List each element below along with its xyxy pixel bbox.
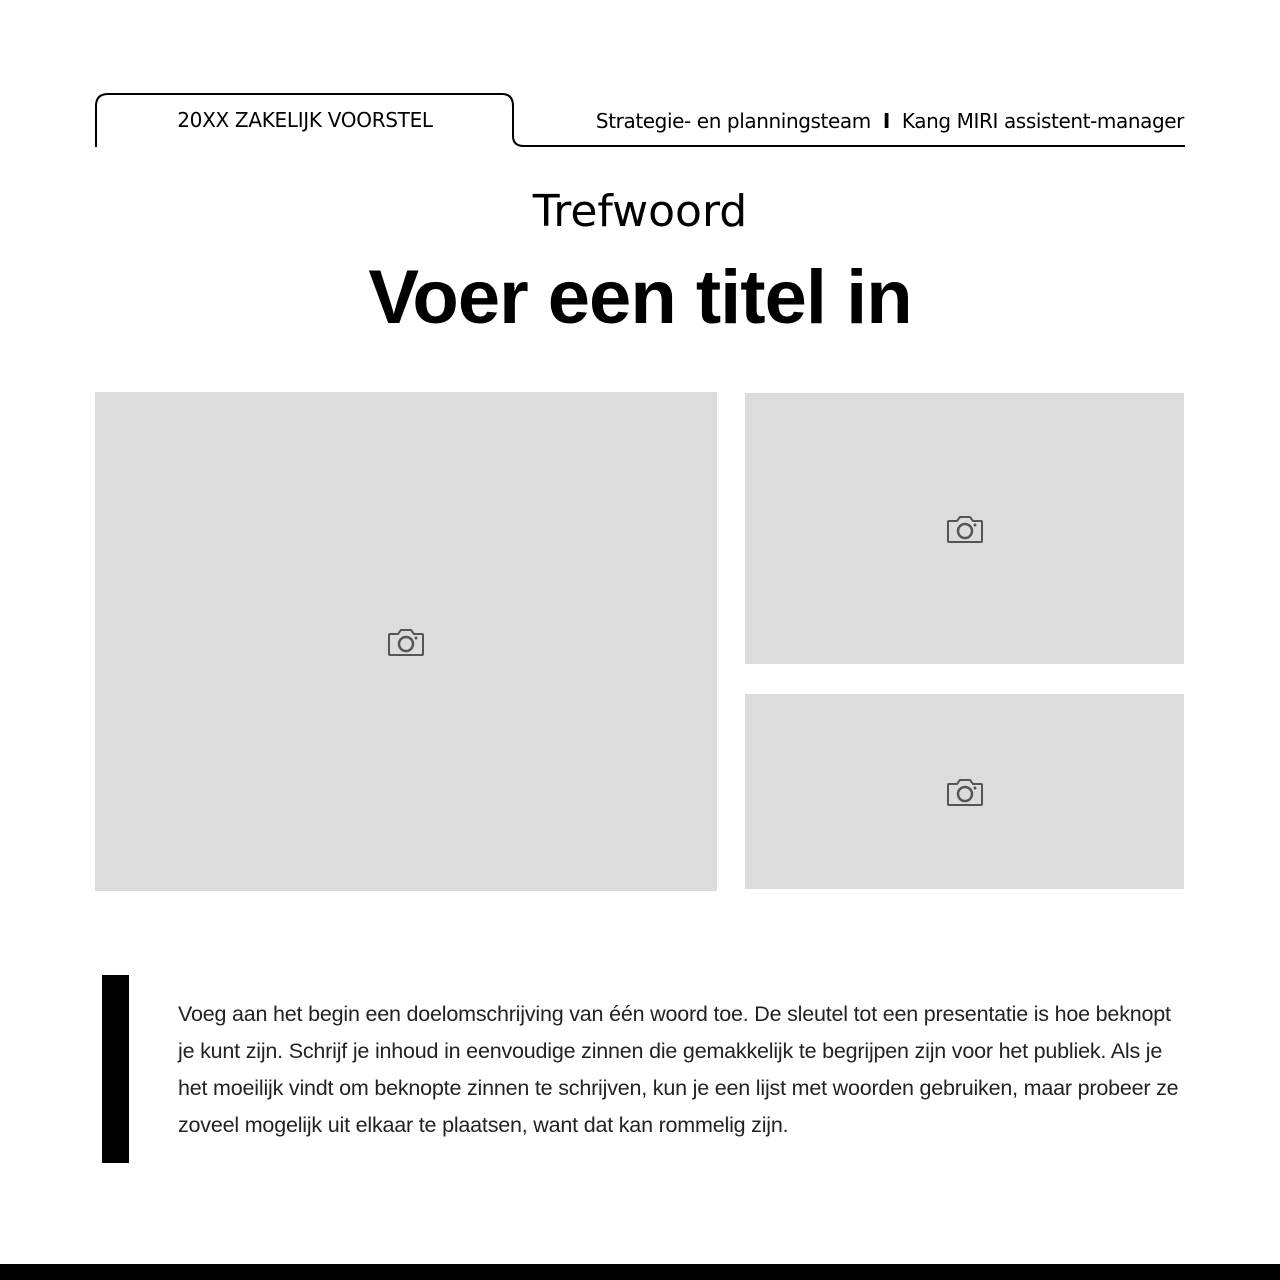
person-name: Kang MIRI assistent-manager bbox=[901, 109, 1184, 133]
camera-icon bbox=[946, 514, 984, 544]
camera-icon bbox=[387, 627, 425, 657]
camera-icon bbox=[946, 777, 984, 807]
footer-bar bbox=[0, 1264, 1280, 1280]
page-title: Voer een titel in bbox=[368, 255, 912, 340]
header-info bbox=[596, 109, 1184, 133]
body-paragraph: Voeg aan het begin een doelomschrijving van één woord toe. De sleutel tot een presentatie is hoe beknopt je kunt zijn. Schrijf je inhoud in eenvoudige zinnen die gemakkelijk te begrijpen zijn voor het publiek. Als je het moeilijk vindt om beknopte zinnen te schrijven, kun je een lijst met woorden gebruiken, maar probeer ze zoveel mogelijk uit elkaar te plaatsen, want dat kan rommelig zijn. bbox=[178, 1002, 1179, 1137]
header-tab-outline bbox=[0, 0, 1280, 160]
header-separator: I bbox=[882, 109, 890, 133]
keyword-heading: Trefwoord bbox=[532, 186, 748, 237]
header-tab-label: 20XX ZAKELIJK VOORSTEL bbox=[177, 108, 433, 132]
accent-bar bbox=[102, 975, 129, 1163]
team-name: Strategie- en planningsteam bbox=[595, 109, 871, 133]
image-placeholder-top-right[interactable] bbox=[745, 393, 1184, 664]
image-placeholder-bottom-right[interactable] bbox=[745, 694, 1184, 889]
image-placeholder-large[interactable] bbox=[95, 392, 717, 891]
